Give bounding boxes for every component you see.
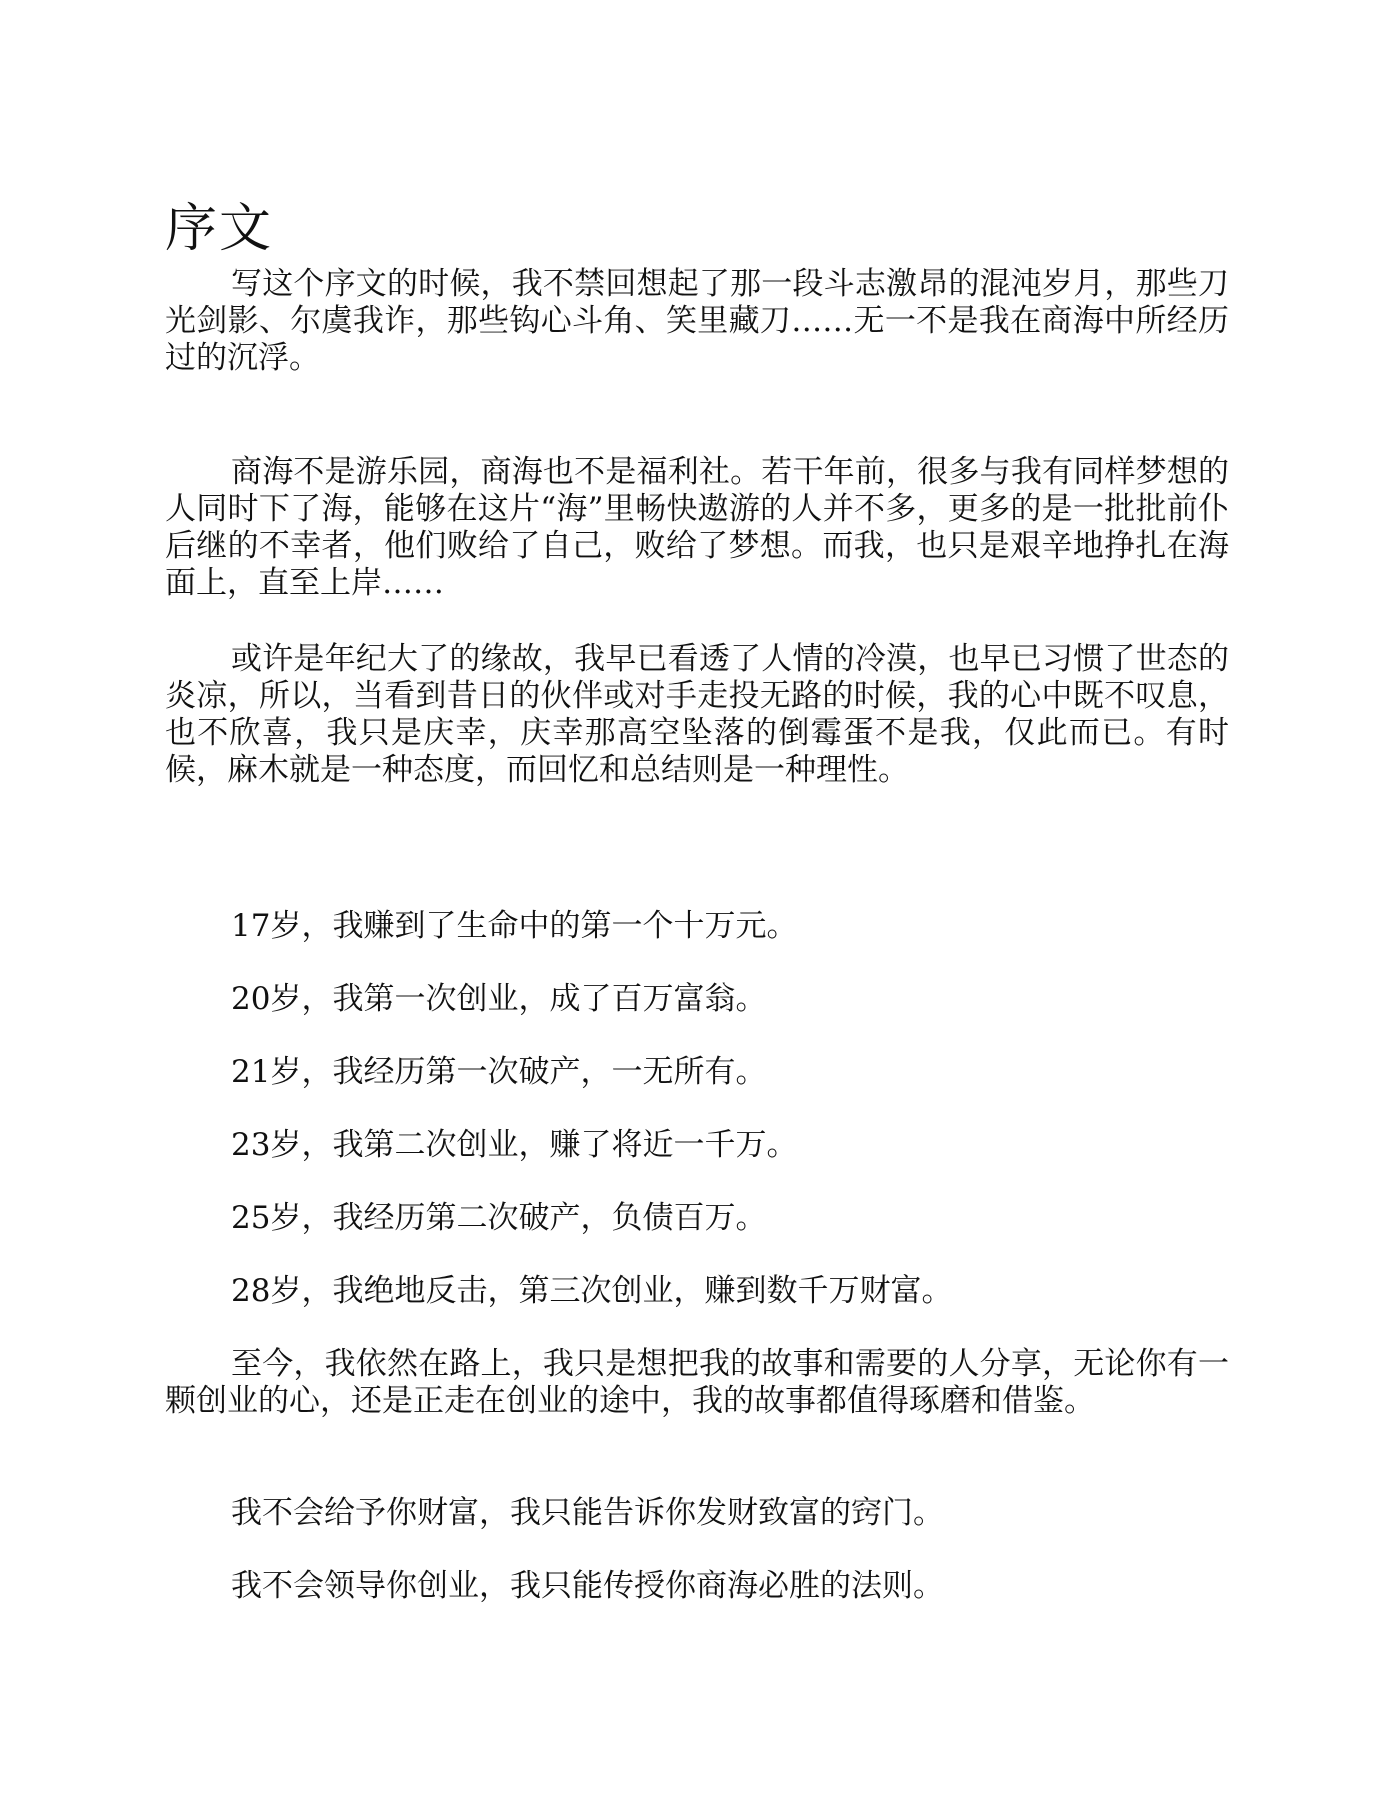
paragraph-business-promise: 我不会领导你创业，我只能传授你商海必胜的法则。 bbox=[231, 1568, 944, 1604]
milestone-age-21: 21岁，我经历第一次破产，一无所有。 bbox=[231, 1054, 767, 1090]
milestone-age-25: 25岁，我经历第二次破产，负债百万。 bbox=[231, 1200, 767, 1236]
milestone-age-20: 20岁，我第一次创业，成了百万富翁。 bbox=[231, 981, 767, 1017]
paragraph-3: 或许是年纪大了的缘故，我早已看透了人情的冷漠，也早已习惯了世态的炎凉，所以，当看到昔日的伙伴或对手走投无路的时候，我的心中既不叹息，也不欣喜，我只是庆幸，庆幸那高空坠落的倒霉蛋不是我，仅此而已。有时候，麻木就是一种态度，而回忆和总结则是一种理性。 bbox=[165, 641, 1229, 788]
paragraph-2: 商海不是游乐园，商海也不是福利社。若干年前，很多与我有同样梦想的人同时下了海，能够在这片“海”里畅快遨游的人并不多，更多的是一批批前仆后继的不幸者，他们败给了自己，败给了梦想。而我，也只是艰辛地挣扎在海面上，直至上岸…… bbox=[165, 454, 1229, 601]
paragraph-wealth-promise: 我不会给予你财富，我只能告诉你发财致富的窍门。 bbox=[231, 1495, 944, 1531]
milestone-age-28: 28岁，我绝地反击，第三次创业，赚到数千万财富。 bbox=[231, 1273, 953, 1309]
page-title: 序文 bbox=[165, 199, 274, 259]
paragraph-1: 写这个序文的时候，我不禁回想起了那一段斗志激昂的混沌岁月，那些刀光剑影、尔虞我诈，那些钩心斗角、笑里藏刀……无一不是我在商海中所经历过的沉浮。 bbox=[165, 266, 1229, 376]
document-page bbox=[165, 0, 1229, 1800]
milestone-age-23: 23岁，我第二次创业，赚了将近一千万。 bbox=[231, 1127, 798, 1163]
milestone-age-17: 17岁，我赚到了生命中的第一个十万元。 bbox=[231, 908, 798, 944]
paragraph-closing: 至今，我依然在路上，我只是想把我的故事和需要的人分享，无论你有一颗创业的心，还是正走在创业的途中，我的故事都值得琢磨和借鉴。 bbox=[165, 1346, 1229, 1419]
